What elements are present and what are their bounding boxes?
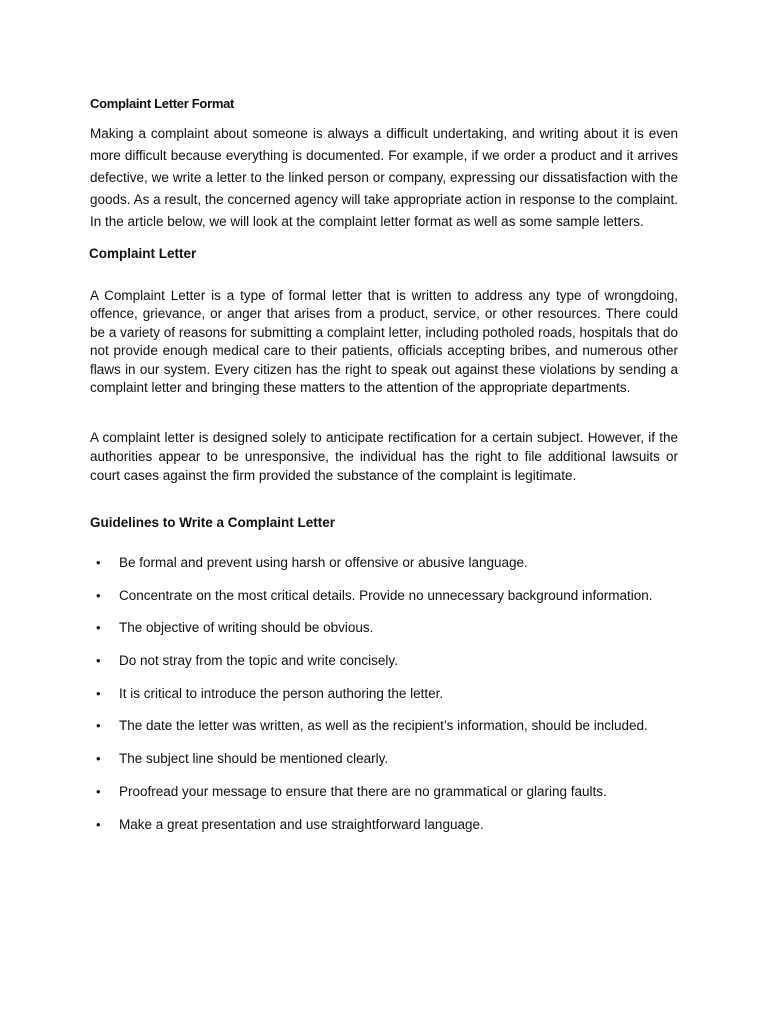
guideline-text: The subject line should be mentioned clearly. [119,751,389,767]
guideline-text: The objective of writing should be obvious. [119,620,374,636]
section-heading-complaint-letter: Complaint Letter [89,246,197,261]
bullet-icon: • [96,587,101,603]
list-item [0,716,768,749]
guideline-text: Proofread your message to ensure that there are no grammatical or glaring faults. [119,783,607,799]
bullet-icon: • [96,816,101,832]
guideline-text: Be formal and prevent using harsh or offensive or abusive language. [119,555,528,570]
bullet-icon: • [96,783,101,799]
guideline-text: Concentrate on the most critical details. Provide no unnecessary background information. [119,587,653,603]
definition-paragraph: A Complaint Letter is a type of formal letter that is written to address any type of wrongdoing, offence, grievance, or anger that arises from a product, service, or other resources. There could be a variety of reasons for submitting a complaint letter, including potholed roads, hospitals that do not provide enough medical care to their patients, officials accepting bribes, and numerous other flaws in our system. Every citizen has the right to speak out against these violations by sending a complaint letter and bringing these matters to the attention of the appropriate departments. [90,288,678,396]
bullet-icon: • [96,620,101,636]
bullet-icon: • [96,653,101,669]
list-item [0,684,768,717]
list-item [0,815,768,848]
list-item [0,749,768,782]
bullet-icon: • [96,718,101,734]
list-item [0,782,768,815]
guidelines-heading: Guidelines to Write a Complaint Letter [90,515,336,530]
purpose-paragraph: A complaint letter is designed solely to anticipate rectification for a certain subject. However, if the authorities appear to be unresponsive, the individual has the right to file additional lawsuits or court cases against the firm provided the substance of the complaint is legitimate. [90,430,678,483]
guideline-text: The date the letter was written, as well as the recipient’s information, should be included. [119,718,648,734]
intro-paragraph: Making a complaint about someone is always a difficult undertaking, and writing about it is even more difficult because everything is documented. For example, if we order a product and it arrives defective, we write a letter to the linked person or company, expressing our dissatisfaction with the goods. As a result, the concerned agency will take appropriate action in response to the complaint. In the article below, we will look at the complaint letter format as well as some sample letters. [90,126,678,229]
guideline-text: Do not stray from the topic and write concisely. [119,653,398,669]
guideline-text: It is critical to introduce the person authoring the letter. [119,685,444,701]
bullet-icon: • [96,685,101,701]
list-item [0,586,768,619]
list-item [0,651,768,684]
bullet-icon: • [96,555,101,570]
guidelines-list [0,553,768,847]
document-title: Complaint Letter Format [90,96,235,111]
guideline-text: Make a great presentation and use straightforward language. [119,816,484,832]
list-item [0,618,768,651]
bullet-icon: • [96,751,101,767]
list-item [0,553,768,586]
